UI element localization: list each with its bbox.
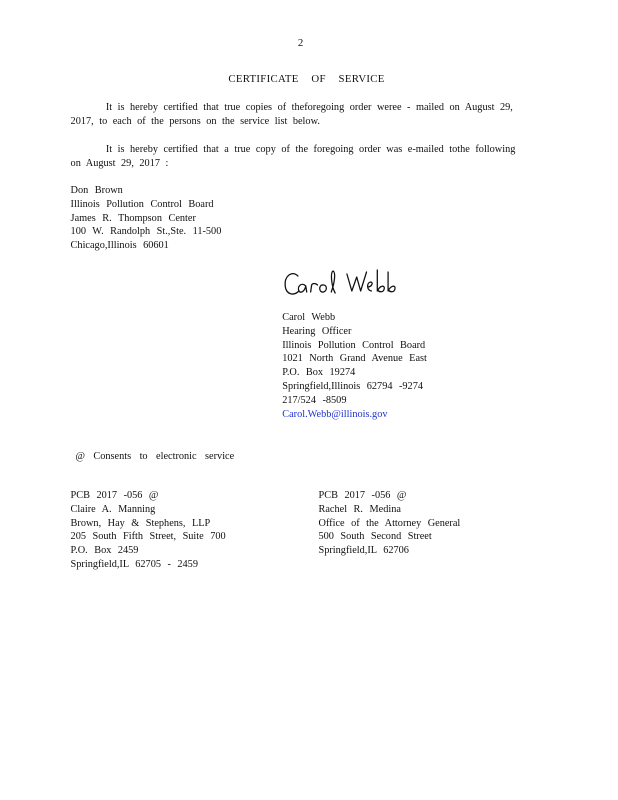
signature-line: 1021 North Grand Avenue East [282,353,427,365]
signature-block [282,311,427,421]
recipient-line: Don Brown [70,185,123,196]
consent-note: @ Consents to electronic service [75,451,235,462]
recipient-line: James R. Thompson Center [70,212,196,224]
signature-line: 217/524 -8509 [282,394,347,406]
service-line: Rachel R. Medina [318,503,401,515]
service-line: Brown, Hay & Stephens, LLP [70,517,211,529]
certification-paragraph-email: It is hereby certified that a true copy of the foregoing order was e-mailed tothe following on August 29, 2017 : [70,144,516,169]
signature-line: Hearing Officer [282,325,352,337]
recipient-address [71,184,222,253]
service-list-left [71,489,226,572]
service-line: P.O. Box 2459 [70,545,139,557]
certification-paragraph-mail: It is hereby certified that true copies of theforegoing order weree - mailed on August 29, 2017, to each of the persons on the service list below. [70,102,513,127]
service-list-right [319,489,461,558]
signature-line: Illinois Pollution Control Board [282,339,426,351]
recipient-line: Illinois Pollution Control Board [70,198,214,210]
recipient-line: Chicago,Illinois 60601 [70,240,169,252]
service-line: PCB 2017 -056 @ [70,490,159,501]
service-line: Springfield,IL 62706 [318,545,409,557]
handwritten-signature [282,266,407,306]
signature-line: P.O. Box 19274 [282,367,356,379]
signature-line: Carol Webb [282,312,336,323]
email-link[interactable]: Carol.Webb@illinois.gov [282,408,388,420]
recipient-line: 100 W. Randolph St.,Ste. 11-500 [70,226,222,238]
page-title: CERTIFICATE OF SERVICE [228,73,385,85]
service-line: 500 South Second Street [318,531,432,543]
service-line: PCB 2017 -056 @ [318,490,407,501]
service-line: 205 South Fifth Street, Suite 700 [70,531,226,543]
page-number: 2 [297,37,304,49]
service-line: Springfield,IL 62705 - 2459 [70,558,198,570]
signature-line: Springfield,Illinois 62794 -9274 [282,380,423,392]
service-line: Claire A. Manning [70,503,156,515]
service-line: Office of the Attorney General [318,517,461,529]
